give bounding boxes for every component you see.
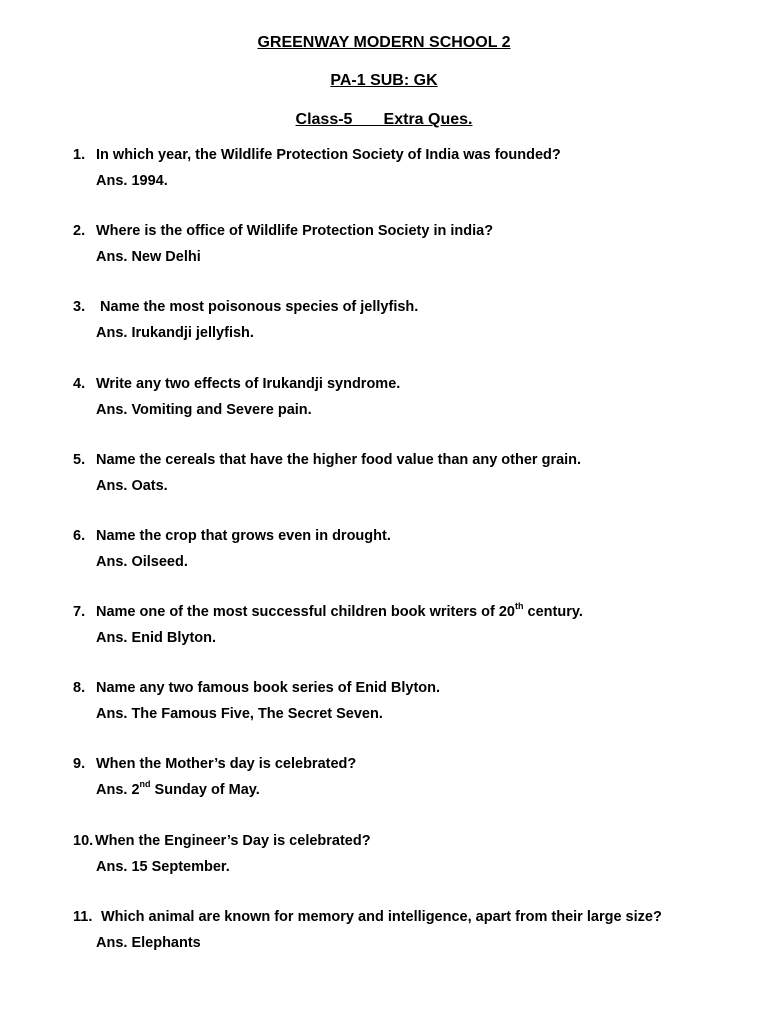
question-item-8 <box>0 679 768 723</box>
answer-row <box>0 248 768 266</box>
question-item-6 <box>0 527 768 571</box>
question-text: In which year, the Wildlife Protection Society of India was founded? <box>96 147 561 163</box>
question-text: Name the crop that grows even in drought. <box>96 528 391 544</box>
answer-row <box>0 781 768 799</box>
question-item-10 <box>0 832 768 876</box>
question-item-11 <box>0 908 768 952</box>
class-heading: Class-5 Extra Ques. <box>295 111 473 128</box>
question-text: Which animal are known for memory and intelligence, apart from their large size? <box>101 909 662 925</box>
answer-text: Ans. Vomiting and Severe pain. <box>96 402 312 418</box>
subject-heading: PA-1 SUB: GK <box>330 72 438 89</box>
answer-text: Ans. 1994. <box>96 173 168 189</box>
question-number: 10. <box>73 833 94 849</box>
answer-text: Ans. Elephants <box>96 935 201 951</box>
answer-row <box>0 553 768 571</box>
answer-row <box>0 324 768 342</box>
question-text-end: century. <box>523 604 583 620</box>
question-row <box>0 832 768 850</box>
answer-text: Ans. The Famous Five, The Secret Seven. <box>96 706 383 722</box>
question-text: Where is the office of Wildlife Protection Society in india? <box>96 223 494 239</box>
question-item-3 <box>0 298 768 342</box>
ordinal-suffix: nd <box>139 779 151 790</box>
question-number: 2. <box>73 223 86 239</box>
answer-row <box>0 629 768 647</box>
question-number: 8. <box>73 680 86 696</box>
question-text: Name any two famous book series of Enid Blyton. <box>96 680 441 696</box>
question-number: 6. <box>73 528 86 544</box>
question-row <box>0 755 768 773</box>
answer-text: Ans. Oilseed. <box>96 554 188 570</box>
answer-row <box>0 705 768 723</box>
question-item-4 <box>0 375 768 419</box>
school-name-heading: GREENWAY MODERN SCHOOL 2 <box>257 34 511 51</box>
answer-text: Ans. Oats. <box>96 478 168 494</box>
ordinal-suffix: th <box>515 601 524 612</box>
question-row <box>0 527 768 545</box>
answer-row <box>0 172 768 190</box>
question-text: When the Mother’s day is celebrated? <box>96 756 357 772</box>
question-text: Name the most poisonous species of jellyfish. <box>96 299 419 315</box>
question-item-7 <box>0 603 768 647</box>
answer-text-end: Sunday of May. <box>150 782 260 798</box>
question-number: 4. <box>73 376 86 392</box>
question-text: Write any two effects of Irukandji syndrome. <box>96 376 401 392</box>
question-item-2 <box>0 222 768 266</box>
question-row <box>0 603 768 621</box>
question-item-5 <box>0 451 768 495</box>
answer-row <box>0 401 768 419</box>
answer-text: Ans. Enid Blyton. <box>96 630 217 646</box>
question-number: 1. <box>73 147 86 163</box>
question-row <box>0 222 768 240</box>
answer-row <box>0 934 768 952</box>
answer-text: Ans. Irukandji jellyfish. <box>96 325 254 341</box>
question-item-9 <box>0 755 768 799</box>
question-text <box>96 603 583 621</box>
question-number: 11. <box>73 909 93 925</box>
question-row <box>0 298 768 316</box>
answer-row <box>0 858 768 876</box>
question-item-1 <box>0 146 768 190</box>
question-text: When the Engineer’s Day is celebrated? <box>95 833 371 849</box>
question-text-main: Name one of the most successful children book writers of 20 <box>96 604 515 620</box>
question-row <box>0 908 768 926</box>
answer-text <box>96 781 260 799</box>
answer-text-main: Ans. 2 <box>96 782 140 798</box>
question-text: Name the cereals that have the higher food value than any other grain. <box>96 452 582 468</box>
question-number: 3. <box>73 299 86 315</box>
question-number: 7. <box>73 604 86 620</box>
question-row <box>0 451 768 469</box>
question-row <box>0 146 768 164</box>
question-row <box>0 679 768 697</box>
question-row <box>0 375 768 393</box>
question-number: 9. <box>73 756 86 772</box>
answer-row <box>0 477 768 495</box>
question-number: 5. <box>73 452 86 468</box>
answer-text: Ans. New Delhi <box>96 249 201 265</box>
answer-text: Ans. 15 September. <box>96 859 230 875</box>
